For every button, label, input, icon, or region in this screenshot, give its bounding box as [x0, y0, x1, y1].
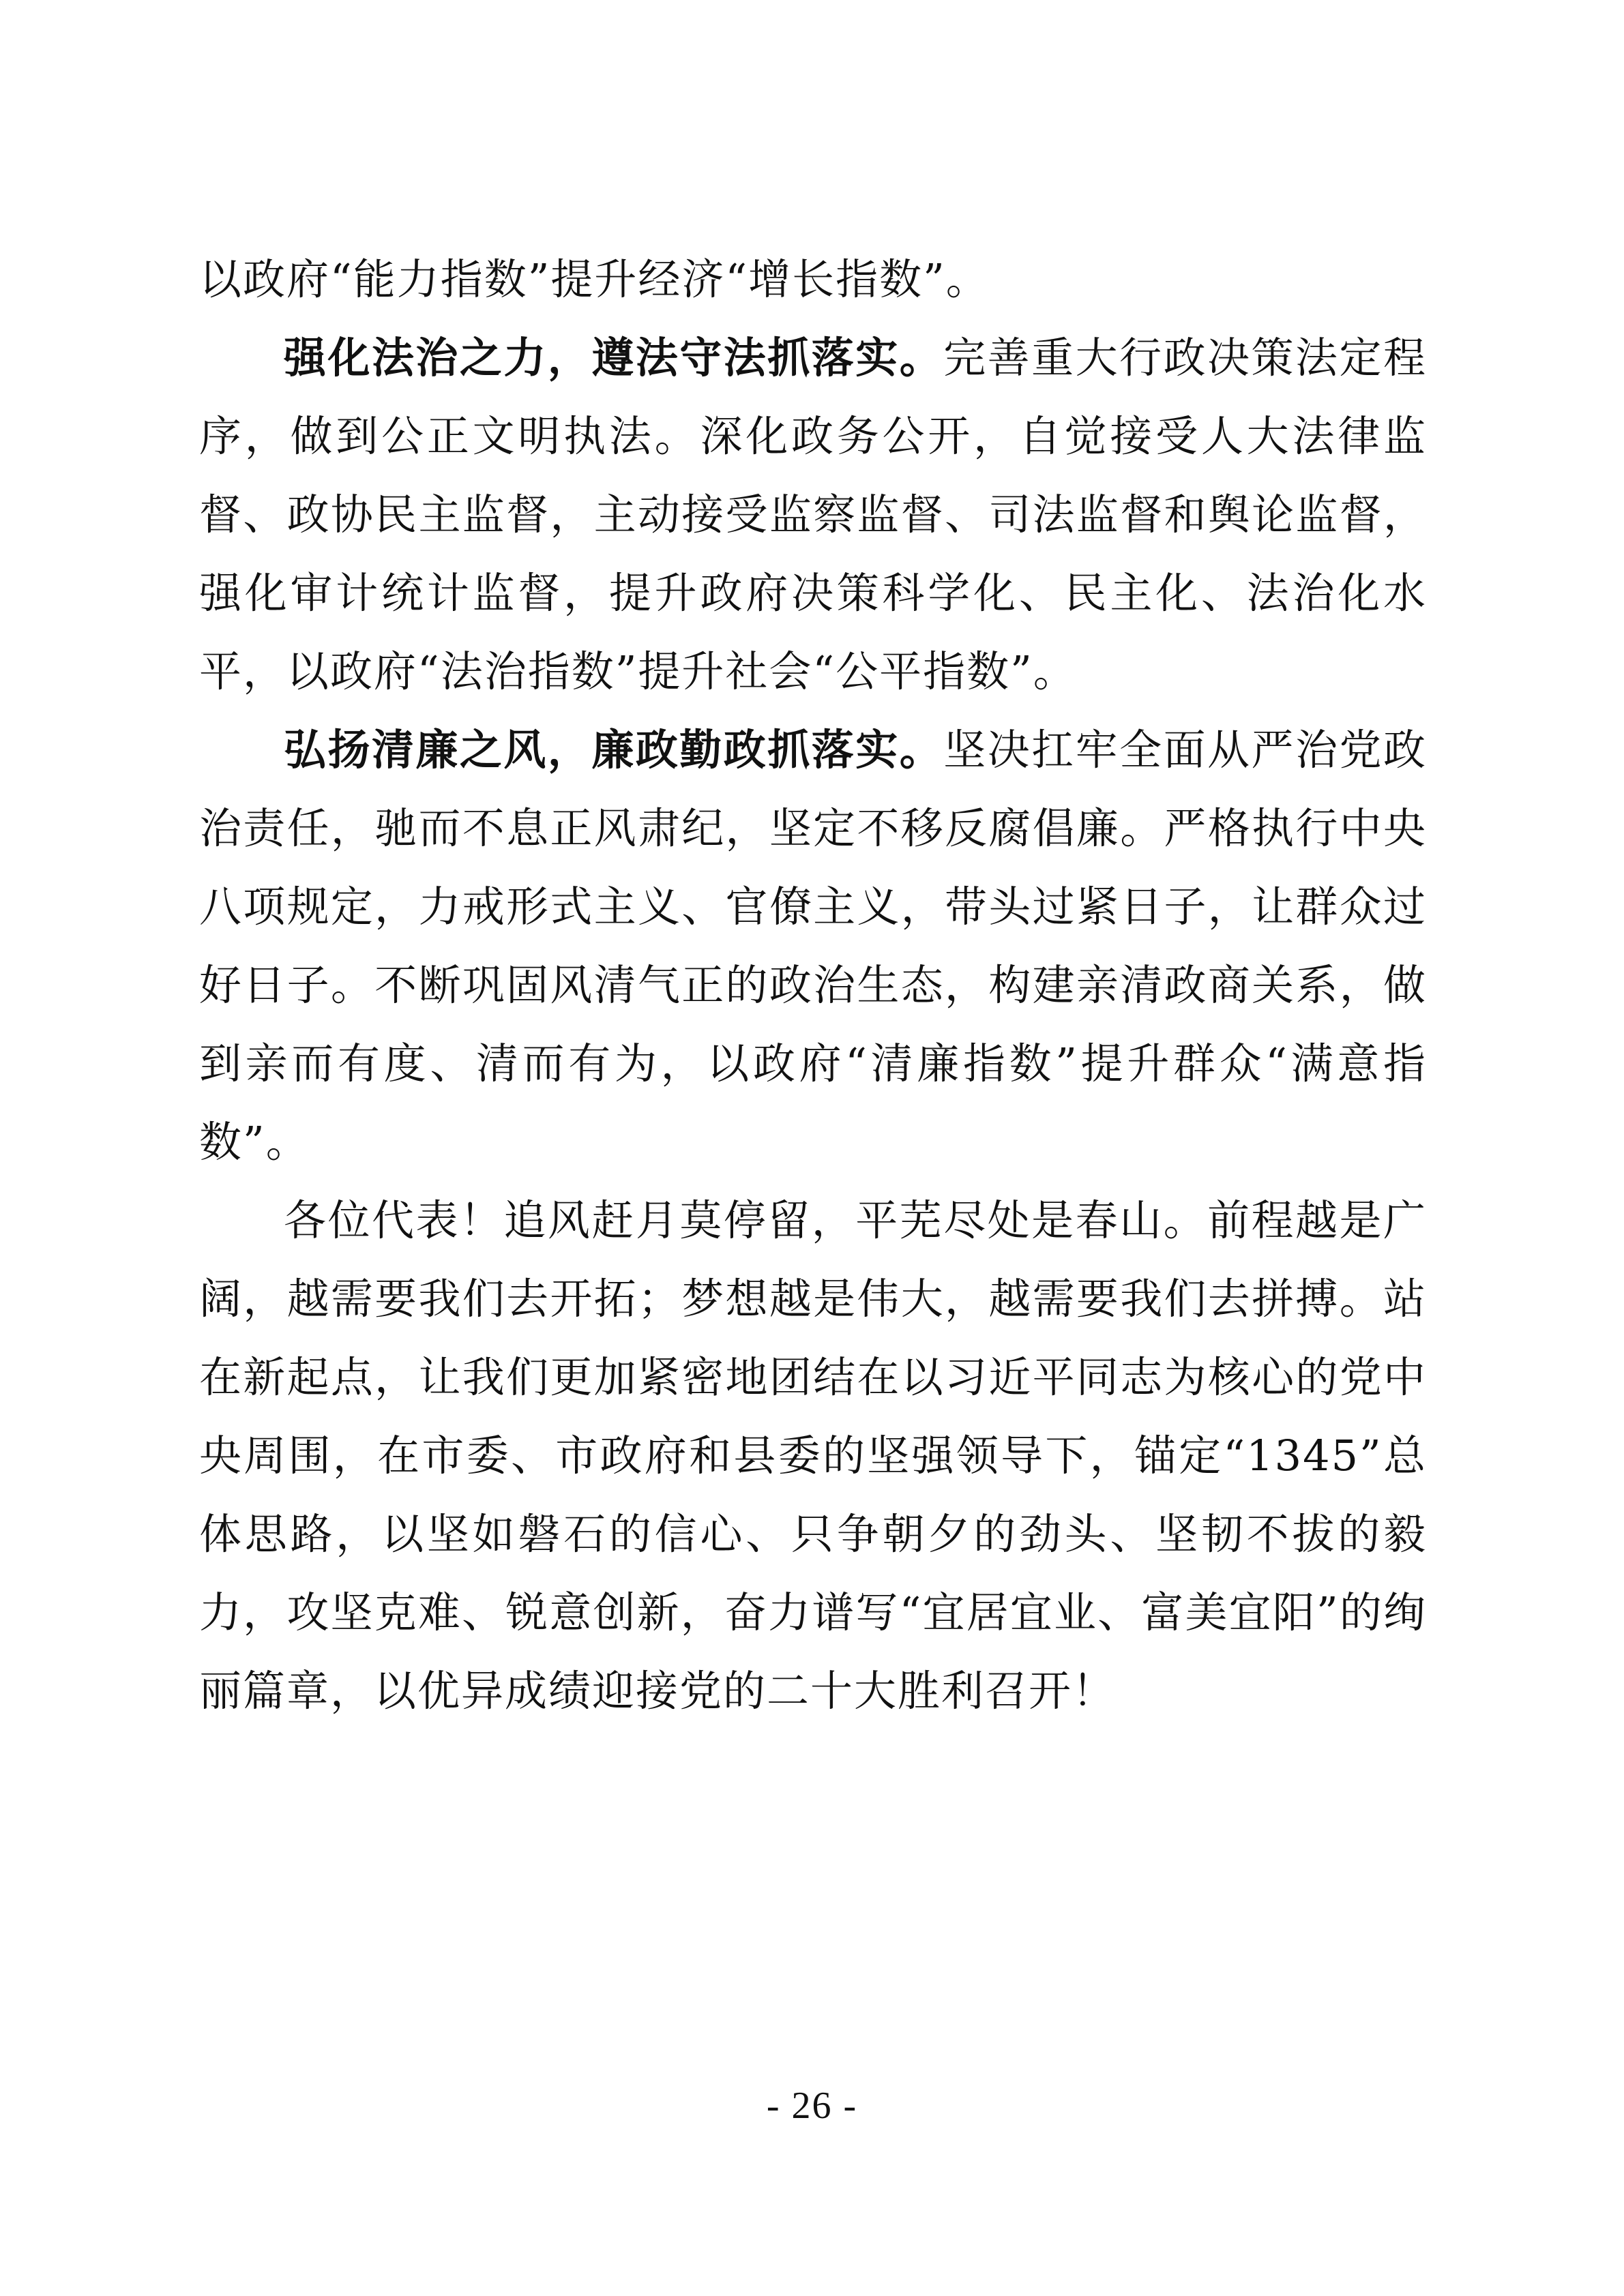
paragraph-closing [199, 1181, 1427, 1730]
paragraph-text: 各位代表！追风赶月莫停留，平芜尽处是春山。前程越是广阔，越需要我们去开拓；梦想越是伟大，越需要我们去拼搏。站在新起点，让我们更加紧密地团结在以习近平同志为核心的党中央周围，在市委、市政府和县委的坚强领导下，锚定“1345”总体思路，以坚如磐石的信心、只争朝夕的劲头、坚韧不拔的毅力，攻坚克难、锐意创新，奋力谱写“宜居宜业、富美宜阳”的绚丽篇章，以优异成绩迎接党的二十大胜利召开！ [199, 1195, 1427, 1716]
paragraph-text: 以政府“能力指数”提升经济“增长指数”。 [199, 254, 990, 304]
page-number: - 26 - [766, 2085, 858, 2127]
paragraph-integrity [199, 711, 1427, 1181]
paragraph-continuation [199, 240, 1427, 318]
paragraph-rule-of-law [199, 318, 1427, 711]
paragraph-heading: 强化法治之力，遵法守法抓落实。 [284, 333, 944, 383]
paragraph-text: 完善重大行政决策法定程序，做到公正文明执法。深化政务公开，自觉接受人大法律监督、政协民主监督，主动接受监察监督、司法监督和舆论监督，强化审计统计监督，提升政府决策科学化、民主化、法治化水平，以政府“法治指数”提升社会“公平指数”。 [199, 333, 1427, 696]
body-text [199, 240, 1427, 1730]
paragraph-text: 坚决扛牢全面从严治党政治责任，驰而不息正风肃纪，坚定不移反腐倡廉。严格执行中央八项规定，力戒形式主义、官僚主义，带头过紧日子，让群众过好日子。不断巩固风清气正的政治生态，构建亲清政商关系，做到亲而有度、清而有为，以政府“清廉指数”提升群众“满意指数”。 [199, 725, 1427, 1167]
paragraph-heading: 弘扬清廉之风，廉政勤政抓落实。 [284, 725, 944, 775]
